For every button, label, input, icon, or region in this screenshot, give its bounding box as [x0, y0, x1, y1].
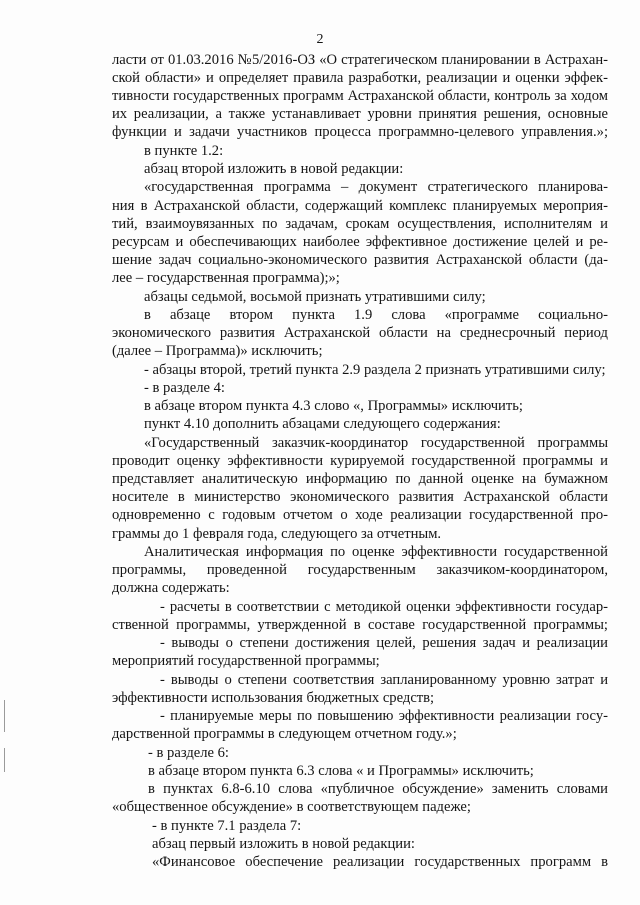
text-line: - планируемые меры по повышению эффективности реализации госу- [160, 708, 608, 724]
text-line: ственной программы, утвержденной в составе государственной программы; [112, 617, 608, 633]
text-line: одновременно с годовым отчетом о ходе реализации государственной про- [112, 507, 608, 523]
text-line: «общественное обсуждение» в соответствующем падеже; [112, 799, 471, 815]
page-number: 2 [316, 32, 324, 47]
text-line: представляет аналитическую информацию по данной оценке на бумажном [112, 471, 608, 487]
margin-mark [4, 700, 5, 732]
text-line: Аналитическая информация по оценке эффективности государственной [144, 544, 608, 560]
text-line: «Государственный заказчик-координатор государственной программы [144, 435, 608, 451]
text-line: - выводы о степени соответствия запланированному уровню затрат и [160, 672, 608, 688]
text-line: в абзаце втором пункта 4.3 слово «, Программы» исключить; [144, 398, 523, 414]
text-line: шение задач социально-экономического развития Астраханской области (да- [112, 252, 608, 268]
text-line: проводит оценку эффективности курируемой государственной программы и [112, 453, 608, 469]
text-line: экономического развития Астраханской области на среднесрочный период [112, 325, 608, 341]
text-line: - абзацы второй, третий пункта 2.9 раздела 2 признать утратившими силу; [144, 362, 606, 378]
text-line: пункт 4.10 дополнить абзацами следующего содержания: [144, 416, 501, 432]
text-line: абзацы седьмой, восьмой признать утратившими силу; [144, 289, 486, 305]
text-line: носителе в министерство экономического развития Астраханской области [112, 489, 608, 505]
text-line: должна содержать: [112, 580, 230, 596]
text-line: - в разделе 6: [148, 745, 229, 761]
text-line: - выводы о степени достижения целей, решения задач и реализации [160, 635, 608, 651]
text-line: программы, проведенной государственным заказчиком-координатором, [112, 562, 608, 578]
text-line: в пункте 1.2: [144, 143, 224, 159]
text-line: (далее – Программа)» исключить; [112, 343, 323, 359]
text-line: ресурсам и обеспечивающих наиболее эффективное достижение целей и ре- [112, 234, 608, 250]
text-line: - в разделе 4: [144, 380, 225, 396]
text-line: лее – государственная программа);»; [112, 270, 340, 286]
text-line: тий, взаимоувязанных по задачам, срокам осуществления, исполнителям и [112, 216, 608, 232]
text-line: ния в Астраханской области, содержащий комплекс планируемых мероприя- [112, 198, 608, 214]
margin-mark [4, 748, 5, 772]
text-line: граммы до 1 февраля года, следующего за отчетным. [112, 526, 442, 542]
text-line: эффективности использования бюджетных средств; [112, 690, 435, 706]
text-line: их реализации, а также устанавливает уровни принятия решения, основные [112, 106, 608, 122]
text-line: в абзаце втором пункта 1.9 слова «программе социально- [144, 307, 608, 323]
text-line: - расчеты в соответствии с методикой оценки эффективности государ- [160, 599, 608, 615]
text-line: ласти от 01.03.2016 №5/2016-ОЗ «О стратегическом планировании в Астрахан- [112, 52, 608, 68]
text-line: в пунктах 6.8-6.10 слова «публичное обсуждение» заменить словами [148, 781, 608, 797]
text-line: тивности государственных программ Астраханской области, контроль за ходом [112, 88, 608, 104]
text-line: абзац второй изложить в новой редакции: [144, 161, 404, 177]
text-line: мероприятий государственной программы; [112, 653, 380, 669]
text-line: функции и задачи участников процесса программно-целевого управления.»; [112, 124, 608, 140]
text-line: дарственной программы в следующем отчетном году.»; [112, 726, 457, 742]
text-line: ской области» и определяет правила разработки, реализации и оценки эффек- [112, 70, 608, 86]
text-line: абзац первый изложить в новой редакции: [152, 836, 415, 852]
text-line: в абзаце втором пункта 6.3 слова « и Программы» исключить; [148, 763, 534, 779]
text-line: «Финансовое обеспечение реализации государственных программ в [152, 854, 608, 870]
text-line: «государственная программа – документ стратегического планирова- [144, 179, 608, 195]
text-line: - в пункте 7.1 раздела 7: [152, 818, 302, 834]
